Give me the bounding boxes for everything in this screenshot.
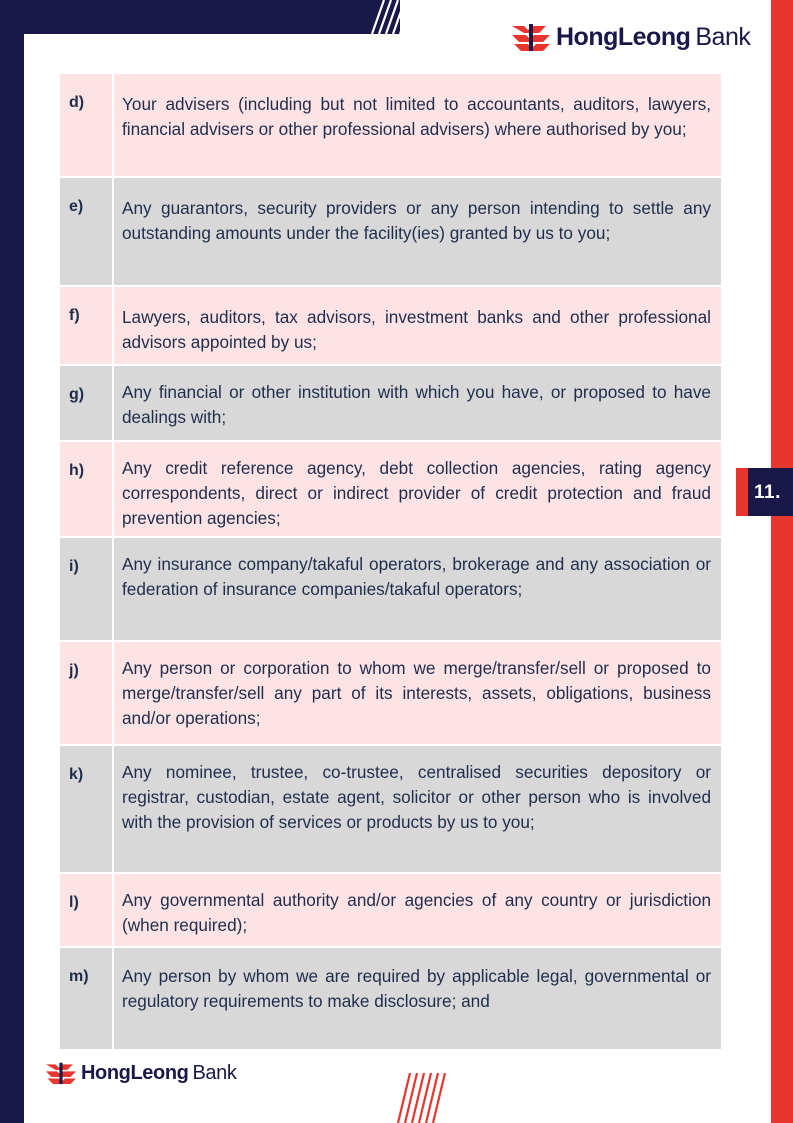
row-label: i) — [69, 558, 79, 575]
row-text: Lawyers, auditors, tax advisors, investment banks and other professional advisors appointed by us; — [122, 307, 711, 352]
row-text: Your advisers (including but not limited to accountants, auditors, lawyers, financial advisers or other professional advisers) where authorised by you; — [122, 94, 711, 139]
side-tab-label: 11. — [754, 482, 781, 503]
logo-name-light: Bank — [192, 1061, 237, 1084]
row-label: l) — [69, 894, 79, 911]
logo-name-bold: HongLeong — [81, 1061, 189, 1084]
row-label: f) — [69, 307, 80, 324]
stripes-decoration-top — [366, 0, 436, 34]
logo-name-bold: HongLeong — [556, 22, 691, 51]
left-band — [0, 0, 24, 1123]
table-row — [60, 287, 721, 364]
table-row — [60, 948, 721, 1049]
footer-logo — [46, 1061, 236, 1085]
row-text: Any person by whom we are required by applicable legal, governmental or regulatory requirements to make disclosure; and — [122, 966, 711, 1011]
row-text: Any person or corporation to whom we merge/transfer/sell or proposed to merge/transfer/sell any part of its interests, assets, obligations, business and/or operations; — [122, 658, 711, 728]
hong-leong-logo-icon — [46, 1061, 76, 1085]
row-label: g) — [69, 386, 85, 403]
row-label: h) — [69, 462, 85, 479]
table-row — [60, 442, 721, 536]
table-row — [60, 74, 721, 176]
row-text: Any insurance company/takaful operators, brokerage and any association or federation of insurance companies/takaful operators; — [122, 554, 711, 599]
row-text: Any governmental authority and/or agencies of any country or jurisdiction (when required); — [122, 890, 711, 935]
header-logo — [512, 22, 750, 52]
row-text: Any credit reference agency, debt collection agencies, rating agency correspondents, direct or indirect provider of credit protection and fraud prevention agencies; — [122, 458, 711, 528]
table-row — [60, 746, 721, 872]
row-label: e) — [69, 198, 84, 215]
row-text: Any financial or other institution with which you have, or proposed to have dealings with; — [122, 382, 711, 427]
row-text: Any guarantors, security providers or any person intending to settle any outstanding amounts under the facility(ies) granted by us to you; — [122, 198, 711, 243]
right-band — [771, 0, 793, 1123]
logo-name-light: Bank — [695, 22, 751, 51]
hong-leong-logo-icon — [512, 22, 550, 52]
stripes-decoration-bottom — [396, 1073, 456, 1123]
row-label: m) — [69, 968, 89, 985]
row-label: k) — [69, 766, 84, 783]
row-label: d) — [69, 94, 85, 111]
table-row — [60, 874, 721, 946]
table-row — [60, 178, 721, 285]
row-label: j) — [69, 662, 79, 679]
table-row — [60, 366, 721, 440]
header-band — [0, 0, 400, 34]
row-text: Any nominee, trustee, co-trustee, centralised securities depository or registrar, custodian, estate agent, solicitor or other person who is involved with the provision of services or products by us to you; — [122, 762, 711, 832]
table-row — [60, 538, 721, 640]
side-tab-accent — [736, 468, 748, 516]
table-row — [60, 642, 721, 744]
